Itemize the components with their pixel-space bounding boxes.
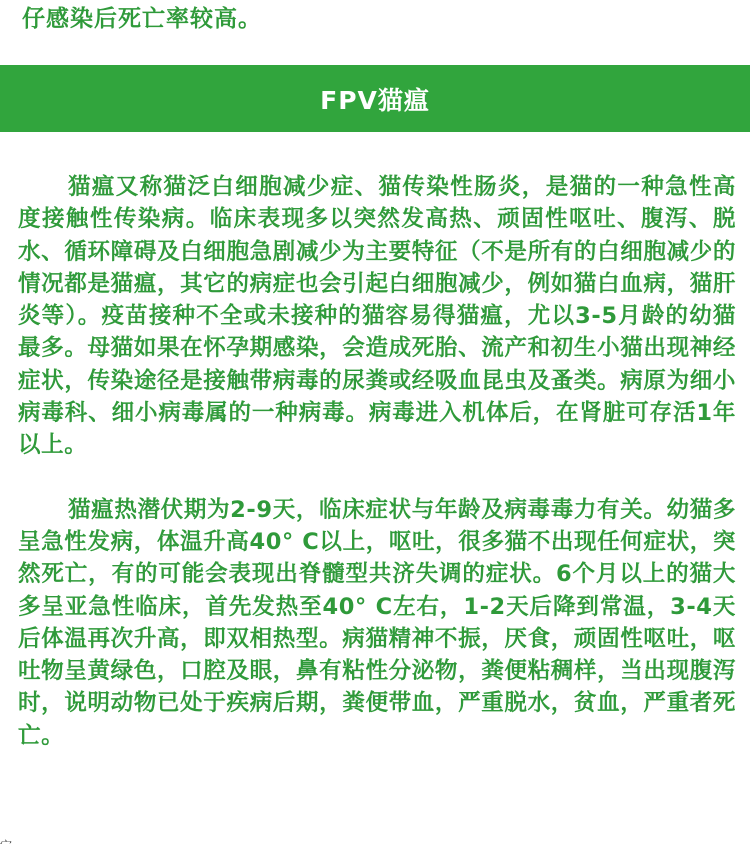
cut-off-text-fragment: 宀 <box>0 838 13 852</box>
intro-tail-text: 仔感染后死亡率较高。 <box>22 6 262 32</box>
section-title: FPV猫瘟 <box>320 85 430 115</box>
paragraph-overview: 猫瘟又称猫泛白细胞减少症、猫传染性肠炎，是猫的一种急性高度接触性传染病。临床表现多以突然发高热、顽固性呕吐、腹泻、脱水、循环障碍及白细胞急剧减少为主要特征（不是所有的白细胞减少的情况都是猫瘟，其它的病症也会引起白细胞减少，例如猫白血病，猫肝炎等）。疫苗接种不全或未接种的猫容易得猫瘟，尤以3-5月龄的幼猫最多。母猫如果在怀孕期感染，会造成死胎、流产和初生小猫出现神经症状，传染途径是接触带病毒的尿粪或经吸血昆虫及蚤类。病原为细小病毒科、细小病毒属的一种病毒。病毒进入机体后，在肾脏可存活1年以上。 <box>18 174 736 459</box>
section-header-banner <box>0 65 750 132</box>
paragraph-symptoms: 猫瘟热潜伏期为2-9天，临床症状与年龄及病毒毒力有关。幼猫多呈急性发病，体温升高40° C以上，呕吐，很多猫不出现任何症状，突然死亡，有的可能会表现出脊髓型共济失调的症状。6个月以上的猫大多呈亚急性临床，首先发热至40° C左右，1-2天后降到常温，3-4天后体温再次升高，即双相热型。病猫精神不振，厌食，顽固性呕吐，呕吐物呈黄绿色，口腔及眼，鼻有粘性分泌物，粪便粘稠样，当出现腹泻时，说明动物已处于疾病后期，粪便带血，严重脱水，贫血，严重者死亡。 <box>18 496 736 749</box>
article-body <box>18 171 736 752</box>
